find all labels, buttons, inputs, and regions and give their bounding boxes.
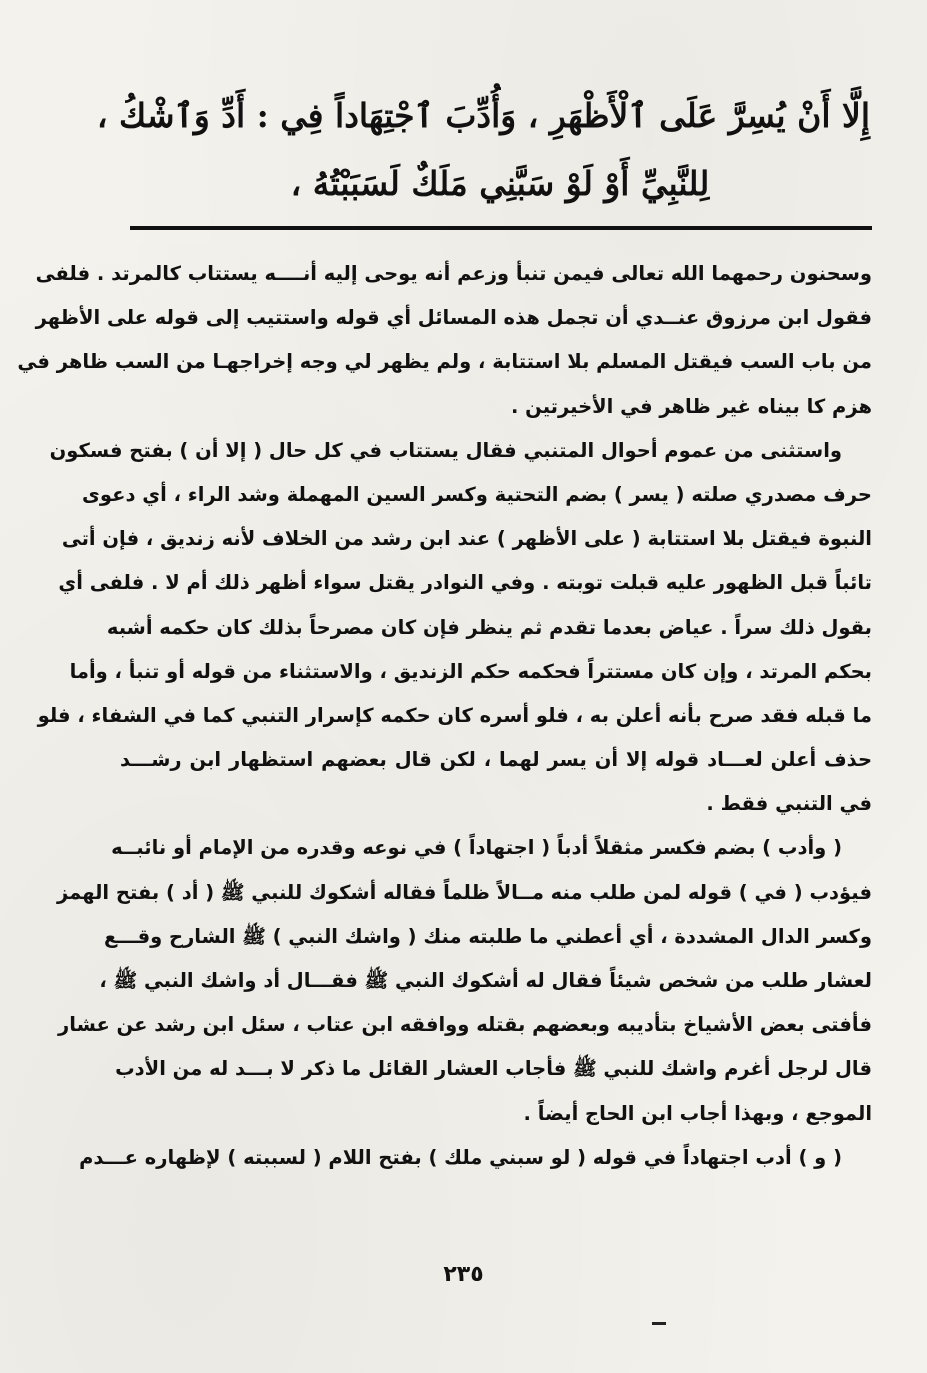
text-line: حرف مصدري صلته ( يسر ) بضم التحتية وكسر السين المهملة وشد الراء ، أي دعوى	[82, 482, 872, 506]
matn-verse	[96, 82, 870, 218]
text-line: تائباً قبل الظهور عليه قبلت توبته . وفي النوادر يقتل سواء أظهر ذلك أم لا . فلفى أي	[58, 571, 872, 595]
text-line: لعشار طلب من شخص شيئاً فقال له أشكوك النبي ﷺ فقـــال أد واشك النبي ﷺ ،	[99, 969, 872, 992]
footer-mark	[652, 1322, 666, 1325]
text-line: الموجع ، وبهذا أجاب ابن الحاج أيضاً .	[523, 1101, 872, 1125]
text-line: بحكم المرتد ، وإن كان مستتراً فحكمه حكم الزنديق ، والاستثناء من قوله أو تنبأ ، وأما	[69, 659, 872, 683]
text-line: حذف أعلن لعـــاد قوله إلا أن يسر لهما ، لكن قال بعضهم استظهار ابن رشـــد	[120, 748, 872, 772]
commentary-body	[17, 252, 872, 1180]
text-line: فأفتى بعض الأشياخ بتأديبه وبعضهم بقتله ووافقه ابن عتاب ، سئل ابن رشد عن عشار	[58, 1013, 872, 1037]
text-line: ما قبله فقد صرح بأنه أعلن به ، فلو أسره كان حكمه كإسرار التنبي كما في الشفاء ، فلو	[37, 703, 872, 727]
text-line: ( وأدب ) بضم فكسر مثقلاً أدباً ( اجتهاداً ) في نوعه وقدره من الإمام أو نائبــه	[111, 836, 842, 860]
page-number: ٢٣٥	[443, 1262, 484, 1287]
text-line: واستثنى من عموم أحوال المتنبي فقال يستتاب في كل حال ( إلا أن ) بفتح فسكون	[49, 438, 842, 462]
text-line: بقول ذلك سراً . عياض بعدما تقدم ثم ينظر فإن كان مصرحاً بذلك كان حكمه أشبه	[106, 615, 872, 639]
separator-rule	[130, 226, 872, 230]
text-line: هزم كا بيناه غير ظاهر في الأخيرتين .	[510, 394, 872, 418]
verse-line-1: إِلَّا أَنْ يُسِرَّ عَلَى ٱلْأَظْهَرِ ، وَأُدِّبَ ٱجْتِهَاداً فِي : أَدِّ وَٱشْكُ ،	[96, 96, 870, 135]
text-line: النبوة فيقتل بلا استتابة ( على الأظهر ) عند ابن رشد من الخلاف لأنه زنديق ، فإن أتى	[61, 527, 872, 551]
paragraph-4	[79, 1136, 872, 1180]
text-line: في التنبي فقط .	[706, 792, 872, 816]
text-line: قال لرجل أغرم واشك للنبي ﷺ فأجاب العشار القائل ما ذكر لا بـــد له من الأدب	[115, 1057, 872, 1081]
text-line: ( و ) أدب اجتهاداً في قوله ( لو سبني ملك ) بفتح اللام ( لسببته ) لإظهاره عـــدم	[79, 1145, 842, 1169]
text-line: فقول ابن مرزوق عنــدي أن تجمل هذه المسائل أي قوله واستتيب إلى قوله على الأظهر	[35, 306, 872, 330]
paragraph-1	[17, 252, 872, 429]
text-line: من باب السب فيقتل المسلم بلا استتابة ، ولم يظهر لي وجه إخراجهـا من السب ظاهر في	[17, 350, 872, 374]
verse-line-2: لِلنَّبِيِّ أَوْ لَوْ سَبَّنِي مَلَكٌ لَسَبَبْتُهُ ،	[290, 164, 710, 203]
paragraph-2	[37, 429, 872, 827]
text-line: وكسر الدال المشددة ، أي أعطني ما طلبته منك ( واشك النبي ) ﷺ الشارح وقـــع	[104, 924, 872, 948]
text-line: فيؤدب ( في ) قوله لمن طلب منه مــالاً ظلماً فقاله أشكوك للنبي ﷺ ( أد ) بفتح الهمز	[57, 880, 872, 904]
text-line: وسحنون رحمهما الله تعالى فيمن تنبأ وزعم أنه يوحى إليه أنــــه يستتاب كالمرتد . فلفى	[35, 262, 872, 285]
paragraph-3	[57, 826, 872, 1135]
